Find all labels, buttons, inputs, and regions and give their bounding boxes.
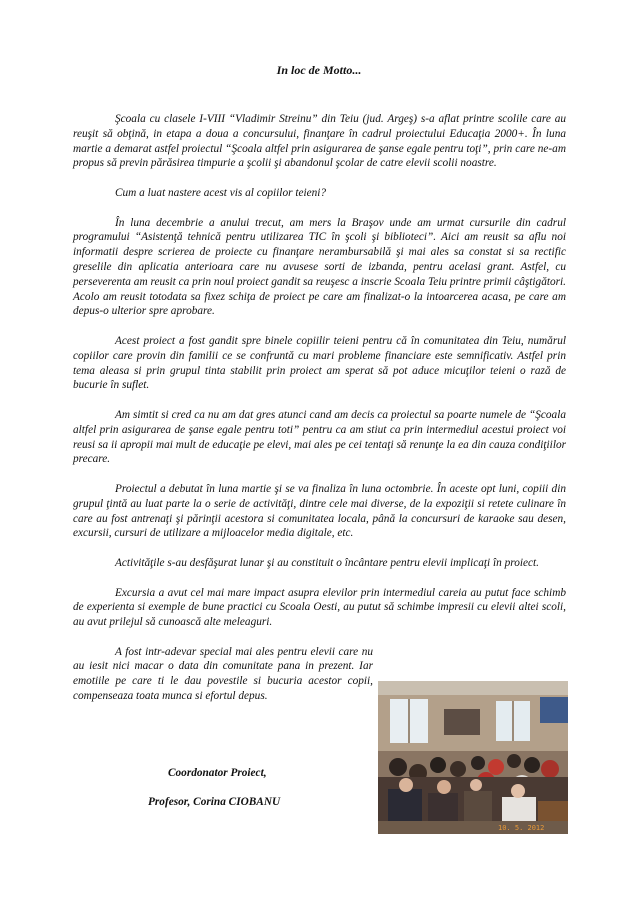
signature-name: Profesor, Corina CIOBANU — [148, 796, 281, 808]
paragraph-brasov: În luna decembrie a anului trecut, am mers la Braşov unde am urmat cursurile din cadrul programului “Asistenţă tehnică pentru utilizarea TIC în şcoli şi biblioteci”. Aici am reusit sa aflu noi informatii despre scrierea de proiecte cu finanţare nerambursabilă şi mai ales sa constat si sa rectific greselile din aplicatia anterioara care nu avusese sorti de izbanda, pentru acelasi grant. Astfel, cu perseverenta am reusit ca prin noul proiect gandit sa reuşesc a inscrie Scoala Teiu printre primii câştigători. Acolo am reusit totodata sa fixez schiţa de proiect pe care am finalizat-o la intoarcerea acasa, pe care am depus-o ulterior spre aprobare. — [73, 216, 566, 318]
signature-role: Coordonator Proiect, — [168, 767, 267, 779]
paragraph-question: Cum a luat nastere acest vis al copiilor teieni? — [115, 186, 327, 199]
paragraph-monthly: Activităţile s-au desfăşurat lunar şi au constituit o încântare pentru elevii implicaţi în proiect. — [115, 556, 539, 569]
classroom-photo — [378, 681, 568, 834]
document-body — [73, 112, 566, 719]
photo-date-stamp: 10. 5. 2012 — [498, 824, 545, 832]
document-title: In loc de Motto... — [276, 63, 362, 77]
paragraph-excursion: Excursia a avut cel mai mare impact asupra elevilor prin intermediul careia au putut face schimb de experienta si exemple de bune practici cu Scoala Oesti, au putut să schimbe impresii cu elevii altei scoli, au avut prilejul să cunoască alte meleaguri. — [73, 586, 566, 629]
paragraph-purpose: Acest proiect a fost gandit spre binele copiilir teieni pentru că în comunitatea din Teiu, numărul copiilor care provin din familii ce se confruntă cu mari probleme financiare este semnificativ. Astfel prin tema aleasa si prin grupul tinta stabilit prin proiect am sperat să pot aduce micuţilor teieni o rază de bucurie în suflet. — [73, 334, 566, 392]
paragraph-activities: Proiectul a debutat în luna martie şi se va finaliza în luna octombrie. În aceste opt luni, copiii din grupul ţintă au luat parte la o serie de activităţi, dintre cele mai diverse, de la expoziţii si retete culinare în care au fost antrenaţi şi părinţii acestora si comunitatea locala, până la concursuri de karaoke sau desen, excursii, cursuri de utilizare a mijloacelor media digitale, etc. — [73, 482, 566, 540]
paragraph-name-choice: Am simtit si cred ca nu am dat gres atunci cand am decis ca proiectul sa poarte numele de “Şcoala altfel prin asigurarea de şanse egale pentru toti” pentru ca am stiut ca prin intermediul acestui proiect voi reusi sa ii apropii mai mult de educaţie pe elevi, mai ales pe cei tentaţi să renunţe la ea din cauza condiţiilor precare. — [73, 408, 566, 466]
paragraph-intro: Şcoala cu clasele I-VIII “Vladimir Streinu” din Teiu (jud. Argeş) s-a aflat printre scolile care au reuşit să obţină, in etapa a doua a concursului, finanţare în cadrul proiectului Educaţia 2000+. În luna martie a demarat astfel proiectul “Şcoala altfel prin asigurarea de şanse egale pentru toţi”, prin care ne-am propus să previn părăsirea timpurie a şcolii şi abandonul şcolar de catre elevii scolii noastre. — [73, 113, 566, 170]
classroom-photo-illustration — [378, 681, 568, 834]
paragraph-closing: A fost intr-adevar special mai ales pentru elevii care nu au iesit nici macar o data din comunitate pana in prezent. Iar emotiile pe care ti le dau povestile si bucuria acestor copii, compenseaza toata munca si efortul depus. — [73, 645, 373, 703]
